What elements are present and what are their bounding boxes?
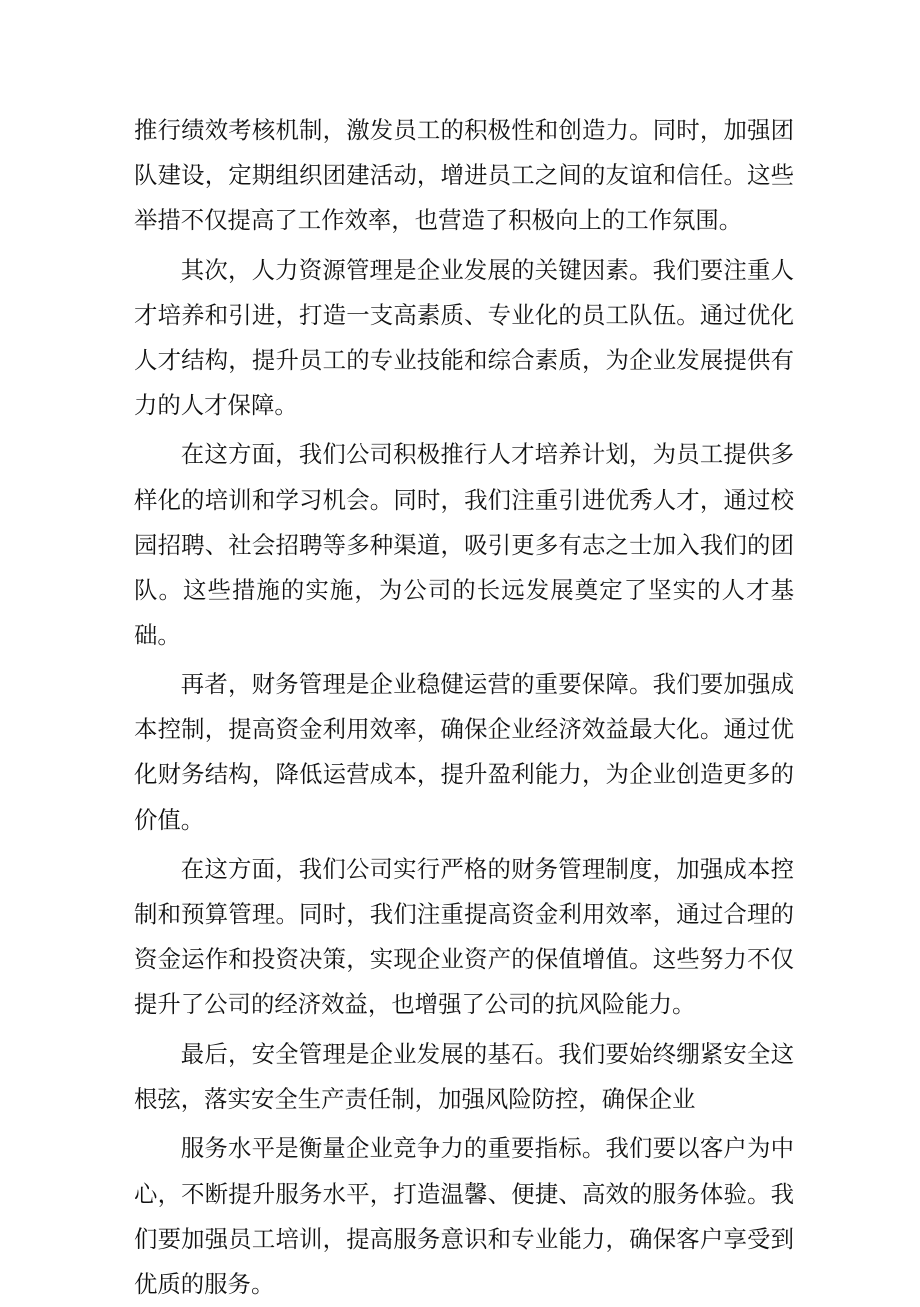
- paragraph-1: 推行绩效考核机制，激发员工的积极性和创造力。同时，加强团队建设，定期组织团建活动，增进员工之间的友谊和信任。这些举措不仅提高了工作效率，也营造了积极向上的工作氛围。: [134, 116, 794, 235]
- paragraph-2: 其次，人力资源管理是企业发展的关键因素。我们要注重人才培养和引进，打造一支高素质、专业化的员工队伍。通过优化人才结构，提升员工的专业技能和综合素质，为企业发展提供有力的人才保障。: [134, 255, 794, 419]
- paragraph-3: 在这方面，我们公司积极推行人才培养计划，为员工提供多样化的培训和学习机会。同时，我们注重引进优秀人才，通过校园招聘、社会招聘等多种渠道，吸引更多有志之士加入我们的团队。这些措施的实施，为公司的长远发展奠定了坚实的人才基础。: [134, 440, 794, 649]
- paragraph-4: 再者，财务管理是企业稳健运营的重要保障。我们要加强成本控制，提高资金利用效率，确保企业经济效益最大化。通过优化财务结构，降低运营成本，提升盈利能力，为企业创造更多的价值。: [134, 670, 794, 834]
- paragraph-5: 在这方面，我们公司实行严格的财务管理制度，加强成本控制和预算管理。同时，我们注重提高资金利用效率，通过合理的资金运作和投资决策，实现企业资产的保值增值。这些努力不仅提升了公司的经济效益，也增强了公司的抗风险能力。: [134, 855, 794, 1019]
- paragraph-7: 服务水平是衡量企业竞争力的重要指标。我们要以客户为中心，不断提升服务水平，打造温馨、便捷、高效的服务体验。我们要加强员工培训，提高服务意识和专业能力，确保客户享受到优质的服务。: [134, 1134, 794, 1298]
- document-body: [134, 108, 794, 1307]
- paragraph-6: 最后，安全管理是企业发展的基石。我们要始终绷紧安全这根弦，落实安全生产责任制，加强风险防控，确保企业: [134, 1039, 794, 1113]
